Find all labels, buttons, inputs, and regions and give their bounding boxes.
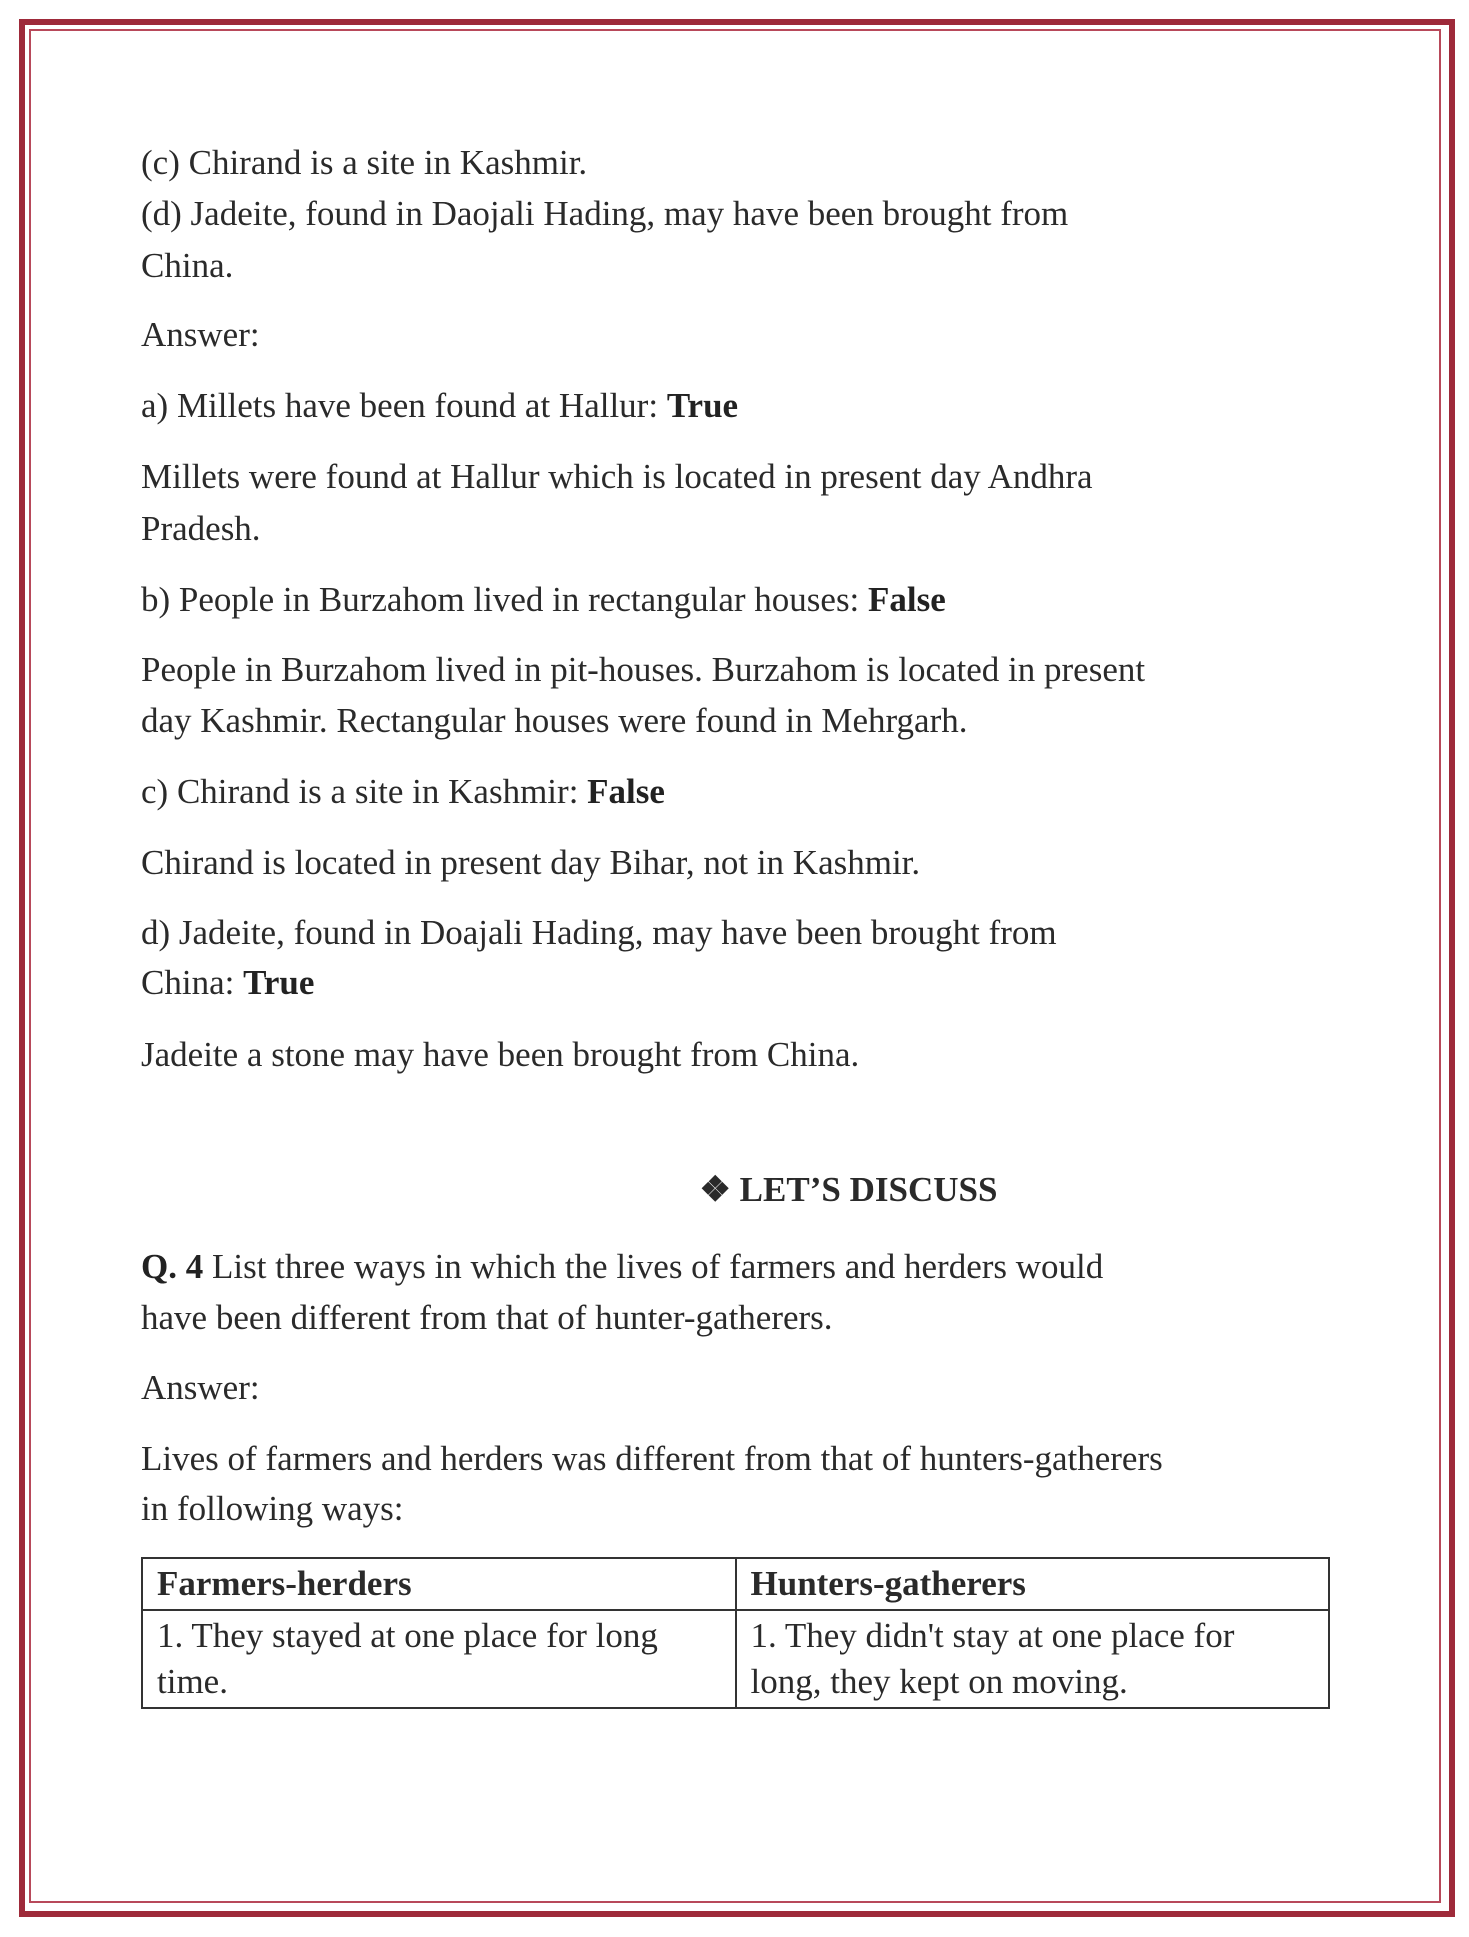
statement: c) Chirand is a site in Kashmir:	[141, 772, 588, 811]
comparison-table	[141, 1557, 1330, 1709]
statement: a) Millets have been found at Hallur:	[141, 386, 667, 425]
verdict: False	[868, 580, 946, 619]
verdict: True	[666, 386, 739, 425]
answer-a	[141, 381, 738, 431]
text-line: China.	[141, 246, 234, 285]
text-line: (d) Jadeite, found in Daojali Hading, may have been brought from	[141, 194, 1069, 233]
text-line: Millets were found at Hallur which is located in present day Andhra	[141, 457, 1093, 496]
statement: China:	[141, 963, 244, 1002]
question-4	[141, 1242, 1103, 1292]
text-line: People in Burzahom lived in pit-houses. Burzahom is located in present	[141, 650, 1146, 689]
table-cell: 1. They didn't stay at one place for long, they kept on moving.	[736, 1610, 1330, 1708]
text-line: have been different from that of hunter-gatherers.	[141, 1298, 833, 1337]
table-row	[142, 1610, 1329, 1708]
text-line: Chirand is located in present day Bihar, not in Kashmir.	[141, 843, 921, 882]
text-line: Pradesh.	[141, 509, 261, 548]
answer-label: Answer:	[141, 315, 260, 354]
table-cell: 1. They stayed at one place for long time.	[142, 1610, 736, 1708]
text-line: in following ways:	[141, 1489, 404, 1528]
text-line: Jadeite a stone may have been brought from China.	[141, 1035, 860, 1074]
table-header-row	[142, 1558, 1329, 1610]
column-header: Hunters-gatherers	[736, 1558, 1330, 1610]
question-label: Q. 4	[141, 1247, 204, 1286]
column-header: Farmers-herders	[142, 1558, 736, 1610]
text-line: Lives of farmers and herders was different from that of hunters-gatherers	[141, 1439, 1163, 1478]
answer-b	[141, 575, 946, 625]
verdict: True	[243, 963, 315, 1002]
answer-label: Answer:	[141, 1368, 260, 1407]
answer-d: d) Jadeite, found in Doajali Hading, may have been brought from	[141, 913, 1057, 952]
text-line: (c) Chirand is a site in Kashmir.	[141, 143, 588, 182]
statement: b) People in Burzahom lived in rectangular houses:	[141, 580, 869, 619]
section-heading: ❖ LET’S DISCUSS	[699, 1170, 998, 1209]
answer-c	[141, 767, 665, 817]
answer-d-cont	[141, 958, 314, 1008]
text-line: day Kashmir. Rectangular houses were found in Mehrgarh.	[141, 701, 968, 740]
question-text: List three ways in which the lives of farmers and herders would	[203, 1247, 1104, 1286]
verdict: False	[587, 772, 665, 811]
